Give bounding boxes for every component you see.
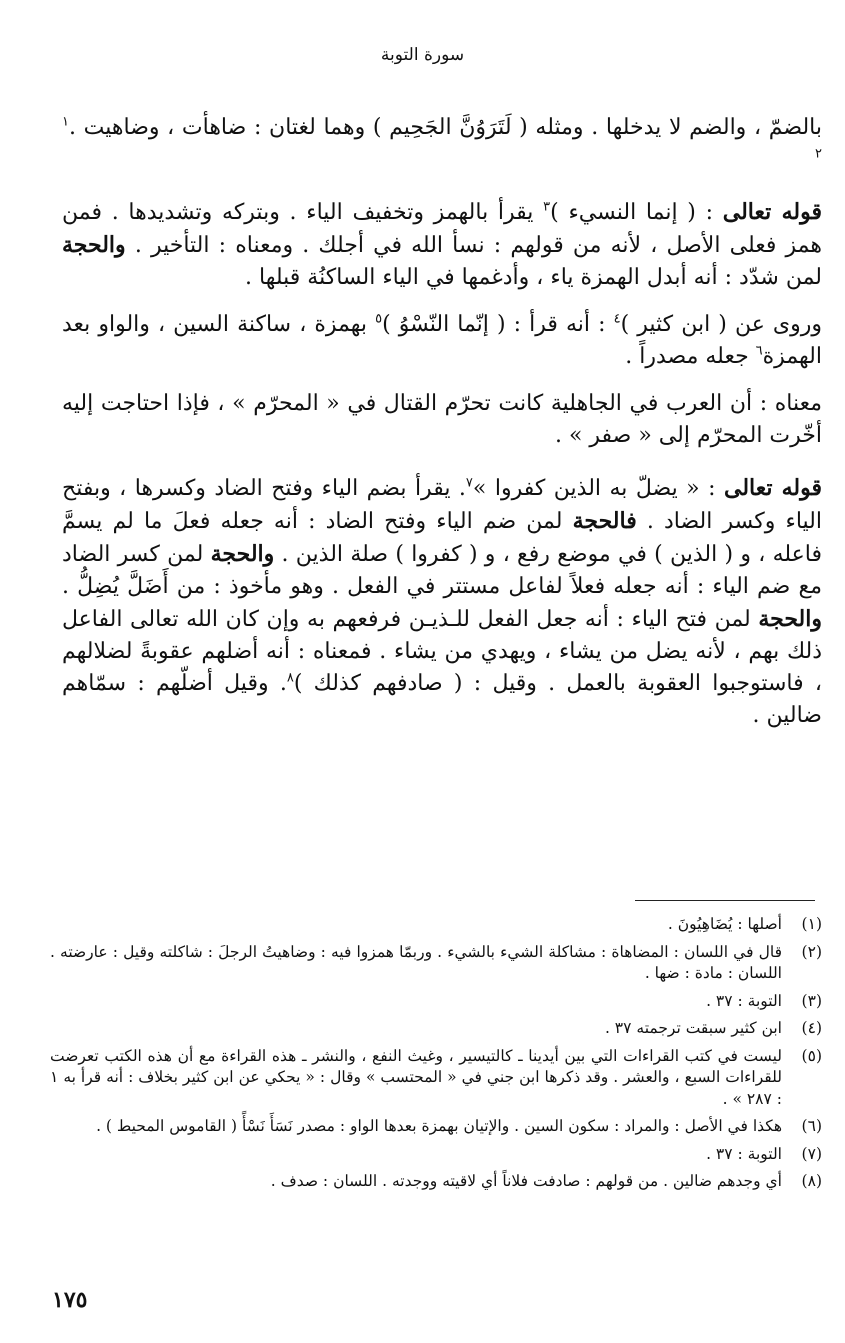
verse-lead: قوله تعالى: [722, 199, 822, 225]
footnote-item: [50, 991, 822, 1013]
footnote-item: [50, 1046, 822, 1111]
main-text: [62, 112, 822, 732]
hujja-label: والحجة: [62, 232, 126, 258]
hujja-label: والحجة: [210, 541, 275, 567]
footnote-number: (٦): [801, 1117, 822, 1135]
footnote-text: ابن كثير سبقت ترجمته ٣٧ .: [604, 1019, 782, 1037]
footnote-text: هكذا في الأصل : والمراد : سكون السين . والإتيان بهمزة بعدها الواو : مصدر نَسَأَ نَسْأً ( القاموس المحيط ) .: [96, 1117, 782, 1135]
footnote-text: قال في اللسان : المضاهاة : مشاكلة الشيء بالشيء . وربمّا همزوا فيه : وضاهيتُ الرجلَ : شاكلته وقيل : عارضته . اللسان : مادة : ضها .: [50, 942, 782, 982]
footnote-ref-5: ٥: [375, 311, 383, 327]
footnote-number: (٨): [801, 1172, 822, 1190]
footnote-text: أصلها : يُضَاهِيُونَ .: [667, 915, 782, 933]
footnotes: [50, 914, 822, 1199]
footnote-text: ليست في كتب القراءات التي بين أيدينا ـ كالتيسير ، وغيث النفع ، والنشر ـ هذه القراءة مع أن هذه الكتب تعرضت للقراءات السبع ، والعشر . وقد ذكرها ابن جني في « المحتسب » وقال : « يحكي عن ابن كثير بخلاف : أنه قرأ به ١ : ٢٨٧ » .: [50, 1046, 782, 1108]
paragraph-5-text-a: : « يضلّ به الذين كفروا »: [472, 476, 716, 501]
paragraph-5-text-f: . وقيل أضلّهم : سمّاهم ضالين .: [62, 671, 822, 728]
paragraph-5-text-c: لمن ضم الياء وفتح الضاد : أنه جعله فعلَ ما لم يسمَّ فاعله ، و ( الذين ) في موضع رفع ، و ( كفروا ) صلة الذين .: [62, 509, 823, 567]
hujja-label: والحجة: [758, 606, 822, 632]
footnote-text: أي وجدهم ضالين . من قولهم : صادفت فلاناً أي لاقيته ووجدته . اللسان : صدف .: [270, 1172, 782, 1190]
footnote-ref-8: ٨: [286, 670, 294, 686]
paragraph-2-text-c: لمن شدّد : أنه أبدل الهمزة ياء ، وأدغمها في الياء الساكنُة قبلها .: [245, 265, 822, 290]
footnote-ref-6: ٦: [755, 343, 763, 359]
footnote-number: (٣): [801, 991, 822, 1010]
paragraph-2-text-b: يقرأ بالهمز وتخفيف الياء . وبتركه وتشديدها . فمن همز فعلى الأصل ، لأنه من قولهم : نسأ الله في أجلك . ومعناه : التأخير .: [62, 200, 822, 258]
paragraph-3-text-b: : أنه قرأ : ( إنّما النّسْوُ ): [382, 312, 614, 337]
footnote-item: [50, 1018, 822, 1040]
paragraph-2-text-a: : ( إنما النسيء ): [550, 200, 714, 225]
paragraph-5: [62, 472, 822, 732]
page-number: ١٧٥: [52, 1287, 88, 1313]
footnote-item: [50, 914, 822, 936]
paragraph-5-text-d: لمن كسر الضاد مع ضم الياء : أنه جعله فعلاً لفاعل مستتر في الفعل . وهو مأخوذ : من أَضَلَّ يُضِلُّ .: [62, 542, 822, 599]
paragraph-1: [62, 112, 822, 176]
footnote-text: التوبة : ٣٧ .: [706, 991, 782, 1010]
footnote-ref-4: ٤: [613, 311, 621, 327]
footnote-number: (٥): [801, 1046, 822, 1065]
verse-lead: قوله تعالى: [723, 475, 822, 501]
footnote-number: (١): [801, 915, 822, 933]
paragraph-3-text-d: جعله مصدراً .: [625, 344, 756, 369]
footnote-ref-2: ٢: [815, 146, 822, 162]
paragraph-3: [62, 309, 822, 373]
footnote-separator: [635, 900, 815, 901]
footnote-item: [50, 942, 822, 985]
footnote-item: [50, 1171, 822, 1193]
footnote-ref-3: ٣: [543, 199, 551, 215]
footnote-number: (٧): [801, 1144, 822, 1163]
footnote-text: التوبة : ٣٧ .: [706, 1144, 782, 1163]
footnote-item: [50, 1116, 822, 1138]
footnote-number: (٤): [801, 1019, 822, 1037]
running-header: سورة التوبة: [380, 45, 465, 65]
footnote-ref-7: ٧: [465, 475, 473, 491]
paragraph-3-text-a: وروى عن ( ابن كثير ): [620, 312, 822, 337]
footnote-number: (٢): [801, 942, 822, 961]
paragraph-5-text-b: . يقرأ بضم الياء وفتح الضاد وكسرها ، وبفتح الياء وكسر الضاد .: [62, 476, 822, 534]
paragraph-4: معناه : أن العرب في الجاهلية كانت تحرّم القتال في « المحرّم » ، فإذا احتاجت إليه أخّرت المحرّم إلى « صفر » .: [62, 391, 822, 448]
paragraph-2: [62, 196, 822, 294]
hujja-label: فالحجة: [572, 508, 637, 534]
paragraph-5-text-e: لمن فتح الياء : أنه جعل الفعل للـذيـن فرفعهم به وإن كان الله تعالى الفاعل ذلك بهم ، لأنه يضل من يشاء ، ويهدي من يشاء . فمعناه : أنه أضلهم عقوبةً لضلالهم ، فاستوجبوا العقوبة بالعمل . وقيل : ( صادفهم كذلك ): [62, 607, 822, 696]
footnote-ref-1: ١: [62, 114, 69, 130]
paragraph-3-text-c: بهمزة ، ساكنة السين ، والواو بعد الهمزة: [62, 312, 822, 369]
footnote-item: [50, 1144, 822, 1166]
paragraph-1-text: بالضمّ ، والضم لا يدخلها . ومثله ( لَتَرَوُنَّ الجَحِيم ) وهما لغتان : ضاهأت ، وضاهيت .: [68, 115, 822, 140]
